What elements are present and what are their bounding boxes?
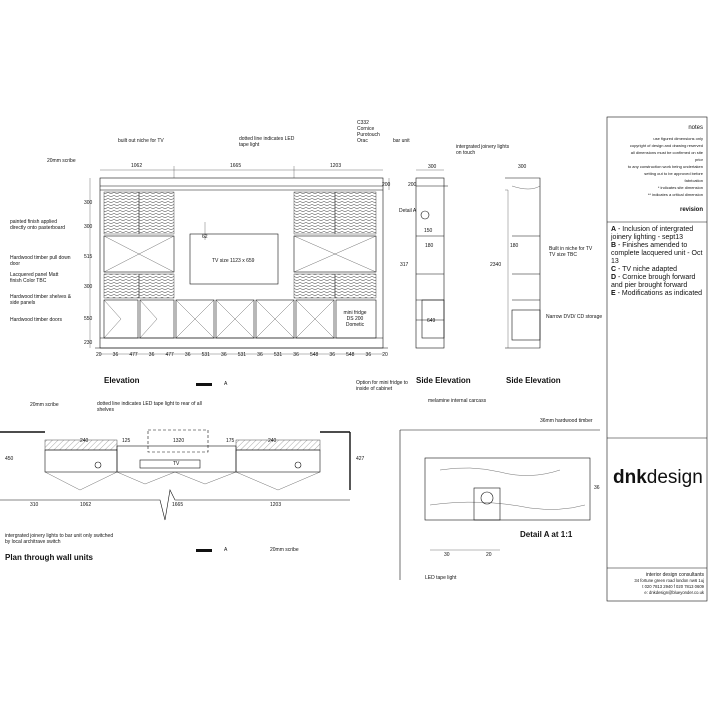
plan-dim-125: 125	[122, 438, 131, 444]
plan-dim-175: 175	[226, 438, 235, 444]
plan-dim-240l: 240	[80, 438, 89, 444]
revision-text: - TV niche adapted	[616, 266, 678, 273]
notes-line: copyright of design and drawing reserved	[629, 143, 703, 148]
plan-dim-450: 450	[5, 456, 14, 462]
detail-dim-20: 20	[486, 552, 492, 558]
elev-dim-200: 200	[382, 182, 391, 188]
bdim: 36	[257, 352, 263, 358]
brand-light: design	[646, 467, 703, 488]
elev-bottom-dims	[96, 352, 388, 358]
elev-dim-right: 1203	[330, 163, 342, 169]
plan-led-note: dotted line indicates LED tape light to rear of all shelves	[97, 401, 202, 413]
notes-block	[611, 124, 703, 198]
section-marker-label-top: A	[224, 381, 228, 387]
notes-line: ** indicates a critical dimension	[647, 192, 703, 197]
notes-heading: notes	[688, 125, 703, 131]
label-doors: Hardwood timber doors	[10, 317, 62, 323]
bdim: 477	[165, 352, 174, 358]
bdim: 531	[201, 352, 210, 358]
elev-vdim-1: 300	[84, 200, 93, 206]
plan-joinery-note: intergrated joinery lights to bar unit only switched by local architrave switch	[5, 533, 114, 545]
label-led-dotted: dotted line indicates LED tape light	[239, 136, 295, 148]
bdim: 548	[346, 352, 355, 358]
revision-item	[611, 274, 705, 290]
plan-scribe-top: 20mm scribe	[30, 402, 59, 408]
notes-line: prior	[694, 157, 703, 162]
notes-line: all dimensions must be confirmed on site	[630, 150, 703, 155]
side1-dim-180: 180	[425, 243, 434, 249]
side-elevation-2-title: Side Elevation	[506, 376, 561, 385]
elev-dim-mid: 1665	[230, 163, 242, 169]
side1-dim-top: 300	[428, 164, 437, 170]
notes-line: to any construction work being undertaken	[627, 164, 703, 169]
side2-dim-2340: 2340	[490, 262, 502, 268]
revision-text: - Modifications as indicated	[615, 290, 703, 297]
notes-line: use figured dimensions only	[653, 136, 703, 141]
notes-line: * indicates site dimension	[657, 185, 703, 190]
plan-title: Plan through wall units	[5, 553, 93, 562]
label-bar-unit: bar unit	[393, 138, 410, 144]
label-niche-tv: Built in niche for TV TV size TBC	[549, 246, 593, 258]
plan-dim-240r: 240	[268, 438, 277, 444]
revision-code: A	[611, 226, 617, 233]
label-shelves: Hardwood timber shelves & side panels	[10, 294, 72, 306]
bdim: 36	[112, 352, 119, 358]
label-pulldown: Hardwood timber pull down door	[10, 255, 71, 267]
revision-text: - Cornice brough forward and pier brought forward	[611, 274, 696, 289]
revision-code: C	[611, 266, 617, 273]
plan-dim-1665: 1665	[172, 502, 184, 508]
side-elevation-1-title: Side Elevation	[416, 376, 471, 385]
elev-vdim-5: 550	[84, 316, 93, 322]
plan-dim-427: 427	[356, 456, 365, 462]
elev-vdim-3: 515	[84, 254, 93, 260]
label-painted: painted finish applied directly onto pasterboard	[10, 219, 66, 231]
revision-heading: revision	[679, 207, 703, 213]
detail-led-note: LED tape light	[425, 575, 457, 581]
side2-dim-top: 300	[518, 164, 527, 170]
revision-list	[611, 226, 705, 298]
elev-tv-label: TV size 1123 x 659	[212, 258, 255, 264]
elev-scribe: 20mm scribe	[47, 158, 76, 164]
brand-contact	[611, 572, 704, 596]
label-fridge-option: Option for mini fridge to inside of cabinet	[356, 380, 408, 392]
revision-code: D	[611, 274, 617, 281]
revision-text: - Inclusion of intergrated joinery lighting - sept13	[611, 226, 694, 241]
bdim: 531	[273, 352, 283, 358]
section-marker-label-bottom: A	[224, 547, 228, 553]
bdim: 36	[148, 352, 155, 358]
elev-vdim-4: 300	[84, 284, 93, 290]
label-lacquered: Lacquered panel Matt finish Color TBC	[10, 272, 59, 284]
brand-logo	[613, 467, 703, 489]
side1-dim-317: 317	[400, 262, 409, 268]
label-joinery-lights: intergrated joinery lights on touch	[456, 144, 510, 156]
elev-vdim-6: 230	[84, 340, 93, 346]
plan-dim-1320: 1320	[173, 438, 185, 444]
brand-bold: dnk	[613, 467, 647, 488]
side1-dim-150: 150	[424, 228, 433, 234]
label-tv-niche: built out niche for TV	[118, 138, 164, 144]
brand-phone: t 020 7813 2940 f 020 7813 0609	[642, 584, 704, 589]
label-dvd-storage: Narrow DVD/ CD storage	[546, 314, 603, 320]
revision-item	[611, 226, 705, 242]
plan-dim-1062: 1062	[80, 502, 92, 508]
elev-tv-dim: 62	[202, 234, 208, 240]
bdim: 548	[309, 352, 319, 358]
bdim: 36	[184, 352, 191, 358]
side2-dim-180: 180	[510, 243, 519, 249]
label-minifridge: mini fridge DS 200 Dometic	[343, 310, 367, 328]
side1-detail-ref: Detail A	[399, 208, 417, 214]
revision-code: B	[611, 242, 617, 249]
detail-title: Detail A at 1:1	[520, 530, 573, 539]
bdim: 36	[329, 352, 335, 358]
detail-timber-note: 36mm hardwood timber	[540, 418, 593, 424]
plan-dim-310: 310	[30, 502, 39, 508]
plan-scribe-bottom: 20mm scribe	[270, 547, 299, 553]
plan-tv-label: TV	[173, 461, 180, 467]
bdim: 531	[237, 352, 247, 358]
label-cornice: C332 Cornice Purotouch Orac	[357, 120, 380, 144]
revision-item	[611, 266, 705, 274]
revision-item	[611, 242, 705, 266]
side1-dim-649: 649	[427, 318, 436, 324]
elev-vdim-2: 300	[84, 224, 93, 230]
plan-dim-1203: 1203	[270, 502, 282, 508]
notes-line: fabrication	[684, 178, 703, 183]
brand-address: 34 fortune green road london nw6 1uj	[634, 578, 704, 583]
bdim: 477	[129, 352, 138, 358]
side1-dim-200: 200	[408, 182, 417, 188]
bdim: 20	[96, 352, 102, 358]
revision-code: E	[611, 290, 616, 297]
bdim: 36	[365, 352, 372, 358]
brand-subtitle: interior design consultants	[645, 572, 704, 578]
label-carcass: melamine internal carcass	[428, 398, 487, 404]
notes-line: setting out to be approved before	[644, 171, 703, 176]
brand-email: e: dnkdesign@blueyonder.co.uk	[644, 590, 704, 595]
detail-dim-36: 36	[594, 485, 600, 491]
bdim: 20	[382, 352, 388, 358]
detail-dim-30: 30	[444, 552, 450, 558]
elevation-title: Elevation	[104, 376, 140, 385]
bdim: 36	[293, 352, 299, 358]
revision-text: - Finishes amended to complete lacquered unit - Oct 13	[611, 242, 703, 265]
elev-dim-left: 1062	[131, 163, 143, 169]
bdim: 36	[221, 352, 227, 358]
revision-item	[611, 290, 705, 298]
